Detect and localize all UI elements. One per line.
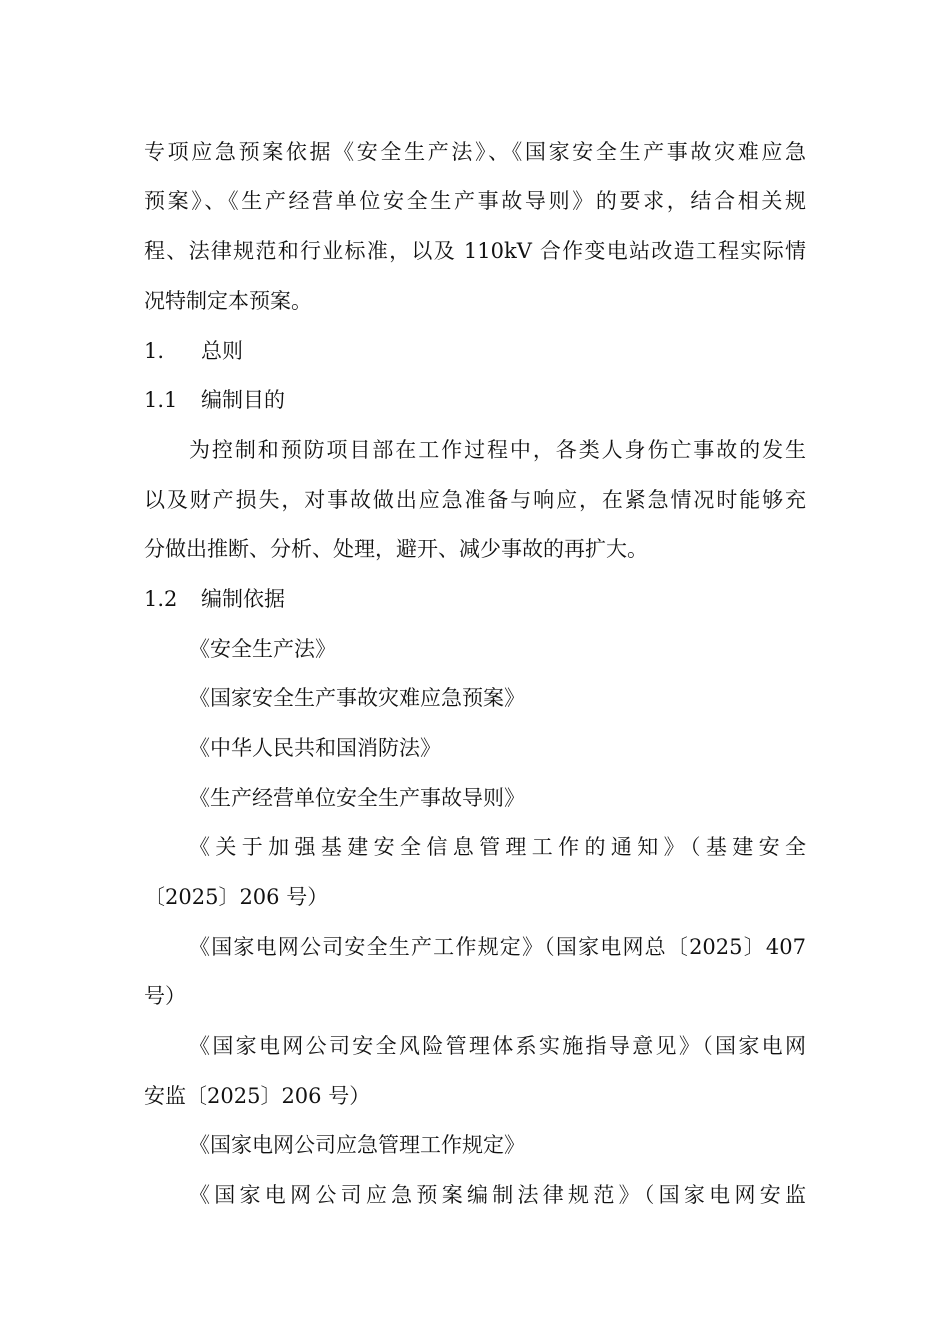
section-heading-general — [144, 334, 806, 368]
section-number: 1.2 — [144, 587, 178, 611]
purpose-paragraph-line: 为控制和预防项目部在工作过程中，各类人身伤亡事故的发生 — [189, 438, 806, 462]
section-title: 编制目的 — [201, 388, 285, 412]
basis-item: 《国家电网公司应急管理工作规定》 — [189, 1133, 525, 1157]
basis-item: 《安全生产法》 — [189, 637, 336, 661]
basis-item-continued: 安监〔2025〕206 号） — [144, 1084, 371, 1108]
intro-paragraph-line: 专项应急预案依据《安全生产法》、《国家安全生产事故灾难应急 — [144, 140, 806, 164]
section-heading-basis — [144, 582, 806, 616]
section-number: 1.1 — [144, 388, 178, 412]
purpose-paragraph-line: 分做出推断、分析、处理，避开、减少事故的再扩大。 — [144, 537, 648, 561]
basis-item: 《国家电网公司安全生产工作规定》（国家电网总〔2025〕407 — [189, 935, 806, 959]
intro-paragraph-line: 预案》、《生产经营单位安全生产事故导则》的要求，结合相关规 — [144, 189, 806, 213]
basis-item-continued: 〔2025〕206 号） — [144, 885, 329, 909]
basis-item: 《中华人民共和国消防法》 — [189, 736, 441, 760]
purpose-paragraph-line: 以及财产损失，对事故做出应急准备与响应，在紧急情况时能够充 — [144, 488, 806, 512]
basis-item: 《国家电网公司安全风险管理体系实施指导意见》（国家电网 — [189, 1034, 806, 1058]
basis-item-continued: 号） — [144, 984, 186, 1008]
intro-paragraph-line: 程、法律规范和行业标准，以及 110kV 合作变电站改造工程实际情 — [144, 239, 806, 263]
section-title: 编制依据 — [201, 587, 285, 611]
basis-item: 《国家电网公司应急预案编制法律规范》（国家电网安监 — [189, 1183, 806, 1207]
section-title: 总则 — [201, 339, 243, 363]
basis-item: 《关于加强基建安全信息管理工作的通知》（基建安全 — [189, 835, 806, 859]
basis-item: 《国家安全生产事故灾难应急预案》 — [189, 686, 525, 710]
intro-paragraph-line: 况特制定本预案。 — [144, 289, 312, 313]
section-number: 1. — [144, 339, 165, 363]
basis-item: 《生产经营单位安全生产事故导则》 — [189, 786, 525, 810]
section-heading-purpose — [144, 383, 806, 417]
